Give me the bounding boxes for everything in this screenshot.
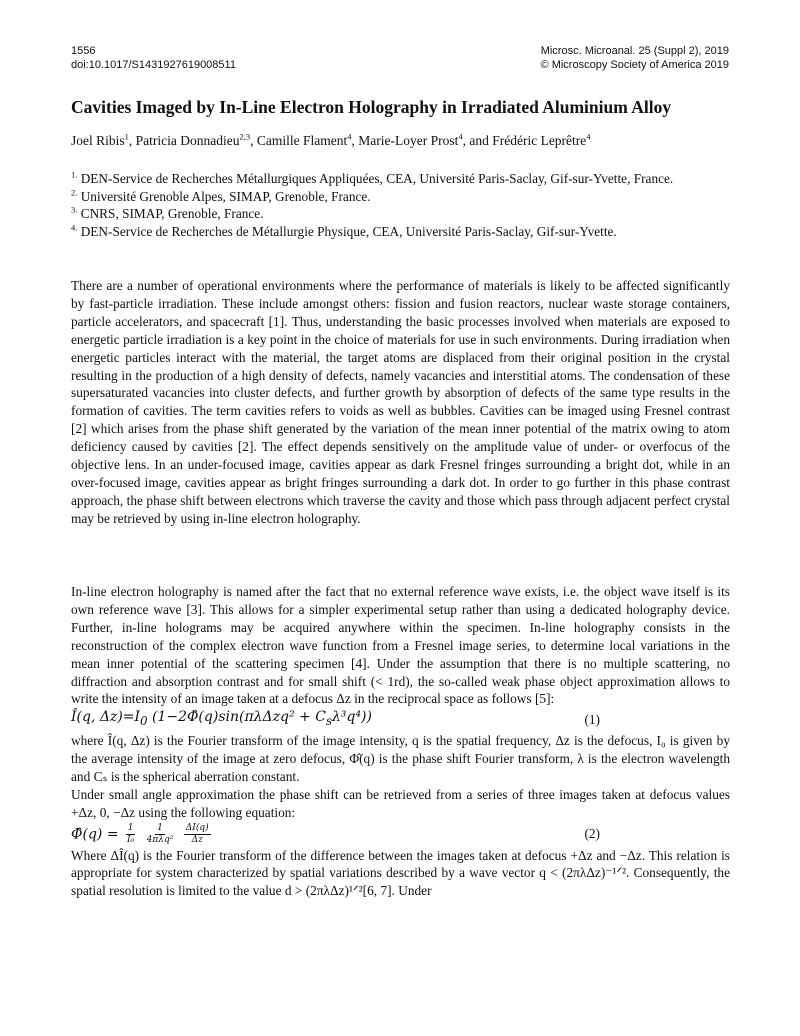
author: Marie-Loyer Prost$^4$, and bbox=[358, 131, 493, 148]
copyright: © Microscopy Society of America 2019 bbox=[540, 59, 729, 71]
equation-1-expression: Î(q, $\Delta z)=I_0$ (1−2Φ̂(q)sin(πλΔzq² + $C_s\lambda^3q^4$)) bbox=[71, 709, 372, 729]
affiliation: $^{1.}$ DEN-Service de Recherches Métallurgiques Appliquées, CEA, Université Paris-Saclay, Gif-sur-Yvette, France. bbox=[71, 169, 674, 186]
paragraph-eq2-definitions: Where ΔÎ(q) is the Fourier transform of the difference between the images taken at defocus +Δz and −Δz. This relation is appropriate for system characterized by spatial variations described by a wave vector q < (2πλΔz)⁻¹ᐟ². Consequently, the spatial resolution is limited to the value d > (2πλΔz)¹ᐟ²[6, 7]. Under bbox=[71, 847, 730, 899]
author-list bbox=[71, 132, 731, 150]
author: Joel Ribis$^1$, bbox=[71, 131, 136, 148]
author: Patricia Donnadieu$^{2,3}$, bbox=[135, 131, 257, 148]
doi: doi:10.1017/S1431927619008511 bbox=[71, 59, 236, 71]
equation-1-number: (1) bbox=[584, 712, 600, 728]
page-number: 1556 bbox=[71, 45, 96, 57]
header-left bbox=[71, 44, 236, 72]
paragraph-eq2-intro: Under small angle approximation the phase shift can be retrieved from a series of three images taken at defocus values +Δz, 0, −Δz using the following equation: bbox=[71, 786, 730, 820]
paper-title: Cavities Imaged by In-Line Electron Holography in Irradiated Aluminium Alloy bbox=[71, 97, 672, 117]
header-right bbox=[541, 44, 729, 72]
fraction: $\frac{\Delta I(q)}{\Delta z}$ bbox=[185, 822, 209, 845]
affiliation: $^{2.}$ Université Grenoble Alpes, SIMAP, Grenoble, France. bbox=[71, 187, 371, 204]
equation-2-expression: Φ̂(q) = $\frac{1}{\text{I₀}}$ $\frac{1}{\text{4πλq²}}$ $\frac{\Delta I(q)}{\Delta z}$ bbox=[71, 822, 209, 845]
equation-2-number: (2) bbox=[584, 826, 600, 842]
author: Camille Flament$^4$, bbox=[256, 131, 359, 148]
paragraph-intro: There are a number of operational environments where the performance of materials is likely to be affected significantly by fast-particle irradiation. These include amongst others: fission and fusion reactors, nuclear waste storage containers, particle accelerators, and spacecraft [1]. Thus, understanding the basic processes involved when materials are exposed to energetic particle irradiation is a key point in the choice of materials for use in such environments. During irradiation when energetic particles interact with the material, the target atoms are displaced from their original position in the crystal resulting in the production of a high density of defects, namely vacancies and interstitial atoms. The condensation of these supersaturated vacancies into cluster defects, and further growth by absorption of defects of the same type results in the formation of cavities. The term cavities refers to voids as well as bubbles. Cavities can be imaged using Fresnel contrast [2] which arises from the phase shift generated by the variation of the mean inner potential of the matrix owing to atom deficiency caused by cavities [2]. The effect depends sensitively on the amplitude value of under- or overfocus of the objective lens. In an under-focused image, cavities appear as dark Fresnel fringes surrounding a bright dot, while in an over-focused image, cavities appear as bright fringes surrounding a dark dot. In order to go further in this phase contrast approach, the phase shift between electrons which traverse the cavity and those which pass through adjacent perfect crystal may be retrieved by using in-line electron holography. bbox=[71, 278, 730, 526]
fraction: $\frac{1}{\text{I₀}}$ bbox=[127, 822, 135, 845]
paragraph-eq1-definitions: where Î(q, Δz) is the Fourier transform of the image intensity, q is the spatial frequency, Δz is the defocus, I₀ is given by the average intensity of the image at zero defocus, Φ̂(q) is the phase shift Fourier transform, λ is the electron wavelength and Cₛ is the spherical aberration constant. bbox=[71, 733, 730, 784]
equation-1 bbox=[71, 709, 730, 731]
affiliation: $^{4.}$ DEN-Service de Recherches de Métallurgie Physique, CEA, Université Paris-Saclay, Gif-sur-Yvette. bbox=[71, 222, 617, 239]
equation-2 bbox=[71, 823, 730, 846]
journal-citation: Microsc. Microanal. 25 (Suppl 2), 2019 bbox=[540, 45, 729, 57]
fraction: $\frac{1}{\text{4πλq²}}$ bbox=[146, 822, 174, 845]
affiliations bbox=[71, 170, 731, 240]
author: Frédéric Leprêtre$^4$ bbox=[492, 131, 591, 148]
affiliation: $^{3.}$ CNRS, SIMAP, Grenoble, France. bbox=[71, 204, 264, 221]
paragraph-holography: In-line electron holography is named after the fact that no external reference wave exists, i.e. the object wave itself is its own reference wave [3]. This allows for a simpler experimental setup rather than using a dedicated holography device. Further, in-line holograms may be acquired anywhere within the specimen. In-line holography consists in the reconstruction of the complex electron wave function from a Fresnel image series, to determine local variations in the mean inner potential of the scattering specimen [4]. Under the assumption that there is no multiple scattering, no diffraction and absorption contrast and for small shift (< 1rd), the so-called weak phase object approximation allows to write the intensity of an image taken at a defocus Δz in the reciprocal space as follows [5]: Î(q, $\Delta z)=I_0$ (1−2Φ̂(q)sin(πλΔzq² + $C_s\lambda^3q^4$)) (1) where Î(q, Δz) is the Fourier transform of the image intensity, q is the spatial frequency, Δz is the defocus, I₀ is given by the average intensity of the image at zero defocus, Φ̂(q) is the phase shift Fourier transform, λ is the electron wavelength and Cₛ is the spherical aberration constant. Under small angle approximation the phase shift can be retrieved from a series of three images taken at defocus values +Δz, 0, −Δz using the following equation: Φ̂(q) = $\frac{1}{\text{I₀}}$ $\frac{1}{\text{4πλq²}}$ $\frac{\Delta I(q)}{\Delta z}$ (2) Where ΔÎ(q) is the Fourier transform of the difference between the images taken at defocus +Δz and −Δz. This relation is appropriate for system characterized by spatial variations described by a wave vector q < (2πλΔz)⁻¹ᐟ². Consequently, the spatial resolution is limited to the value d > (2πλΔz)¹ᐟ²[6, 7]. Under bbox=[71, 584, 730, 899]
